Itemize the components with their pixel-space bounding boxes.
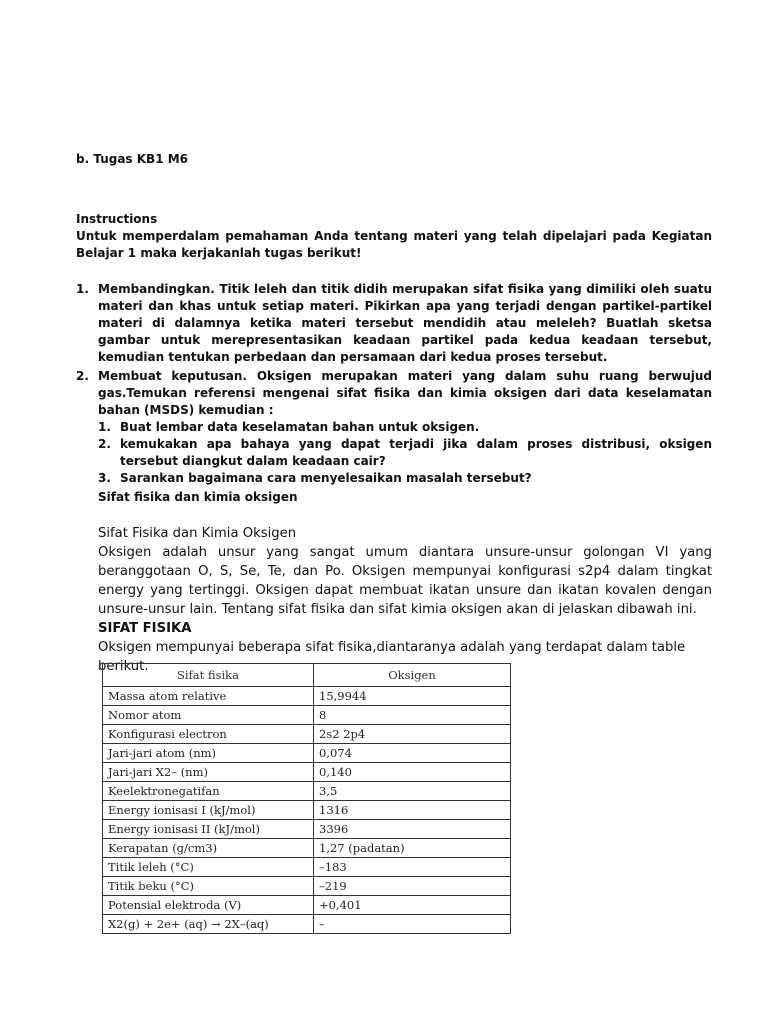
instructions-intro: Untuk memperdalam pemahaman Anda tentang materi yang telah dipelajari pada Kegiatan Belajar 1 maka kerjakanlah tugas berikut! [76, 229, 712, 260]
property-name: Energy ionisasi II (kJ/mol) [103, 820, 314, 839]
question-number: 1. [76, 282, 89, 296]
property-name: Massa atom relative [103, 687, 314, 706]
sub-question-number: 3. [98, 471, 111, 485]
property-value: – [314, 915, 511, 934]
property-name: Titik beku (°C) [103, 877, 314, 896]
property-name: Jari-jari atom (nm) [103, 744, 314, 763]
article [98, 524, 712, 676]
table-header-cell: Sifat fisika [103, 664, 314, 687]
property-name: Titik leleh (°C) [103, 858, 314, 877]
property-name: Kerapatan (g/cm3) [103, 839, 314, 858]
table-row [103, 820, 511, 839]
question-number: 2. [76, 369, 89, 383]
instructions-heading: Instructions [76, 212, 158, 226]
property-value: 0,074 [314, 744, 511, 763]
property-value: 1,27 (padatan) [314, 839, 511, 858]
question-2 [76, 368, 712, 487]
article-title: Sifat Fisika dan Kimia Oksigen [98, 526, 297, 541]
table-header-row [103, 664, 511, 687]
instructions-block [76, 211, 712, 262]
table-row [103, 687, 511, 706]
property-name: Potensial elektroda (V) [103, 896, 314, 915]
properties-table [102, 663, 511, 934]
property-value: 8 [314, 706, 511, 725]
property-name: Energy ionisasi I (kJ/mol) [103, 801, 314, 820]
table-intro: Oksigen mempunyai beberapa sifat fisika,diantaranya adalah yang terdapat dalam table berikut. [98, 640, 686, 674]
property-value: 3396 [314, 820, 511, 839]
table-header-cell: Oksigen [314, 664, 511, 687]
section-title: b. Tugas KB1 M6 [76, 152, 189, 166]
property-name: Keelektronegatifan [103, 782, 314, 801]
question-text: Membuat keputusan. Oksigen merupakan materi yang dalam suhu ruang berwujud gas.Temukan referensi mengenai sifat fisika dan kimia oksigen dari data keselamatan bahan (MSDS) kemudian : [98, 369, 712, 417]
table-row [103, 877, 511, 896]
property-value: 2s2 2p4 [314, 725, 511, 744]
table-row [103, 763, 511, 782]
property-value: +0,401 [314, 896, 511, 915]
table-row [103, 706, 511, 725]
sub-question-text: Sarankan bagaimana cara menyelesaikan masalah tersebut? [120, 471, 532, 485]
question-text: Membandingkan. Titik leleh dan titik didih merupakan sifat fisika yang dimiliki oleh suatu materi dan khas untuk setiap materi. Pikirkan apa yang terjadi dengan partikel-partikel materi di dalamnya ketika materi tersebut mendidih atau meleleh? Buatlah sketsa gambar untuk merepresentasikan keadaan partikel pada kedua keadaan tersebut, kemudian tentukan perbedaan dan persamaan dari kedua proses tersebut. [98, 282, 712, 364]
table-row [103, 725, 511, 744]
table-row [103, 858, 511, 877]
property-value: 0,140 [314, 763, 511, 782]
property-value: 3,5 [314, 782, 511, 801]
property-name: Jari-jari X2– (nm) [103, 763, 314, 782]
property-name: Konfigurasi electron [103, 725, 314, 744]
property-value: 15,9944 [314, 687, 511, 706]
table-row [103, 782, 511, 801]
article-subheading: SIFAT FISIKA [98, 621, 192, 636]
sub-question [98, 419, 712, 436]
property-name: Nomor atom [103, 706, 314, 725]
article-paragraph: Oksigen adalah unsur yang sangat umum diantara unsure-unsur golongan VI yang beranggotaan O, S, Se, Te, dan Po. Oksigen mempunyai konfigurasi s2p4 dalam tingkat energy yang tertinggi. Oksigen dapat membuat ikatan unsure dan ikatan kovalen dengan unsure-unsur lain. Tentang sifat fisika dan sifat kimia oksigen akan di jelaskan dibawah ini. [98, 545, 712, 617]
table-row [103, 915, 511, 934]
table-row [103, 839, 511, 858]
sub-question-number: 1. [98, 420, 111, 434]
sifat-label: Sifat fisika dan kimia oksigen [98, 490, 298, 504]
sub-question-text: kemukakan apa bahaya yang dapat terjadi jika dalam proses distribusi, oksigen tersebut diangkut dalam keadaan cair? [120, 437, 712, 468]
sub-question [98, 436, 712, 470]
question-1 [76, 281, 712, 366]
sub-question-text: Buat lembar data keselamatan bahan untuk oksigen. [120, 420, 480, 434]
property-value: –183 [314, 858, 511, 877]
property-name: X2(g) + 2e+ (aq) → 2X–(aq) [103, 915, 314, 934]
table-row [103, 744, 511, 763]
sub-question-number: 2. [98, 437, 111, 451]
property-value: –219 [314, 877, 511, 896]
table-row [103, 896, 511, 915]
sub-question [98, 470, 712, 487]
property-value: 1316 [314, 801, 511, 820]
table-row [103, 801, 511, 820]
